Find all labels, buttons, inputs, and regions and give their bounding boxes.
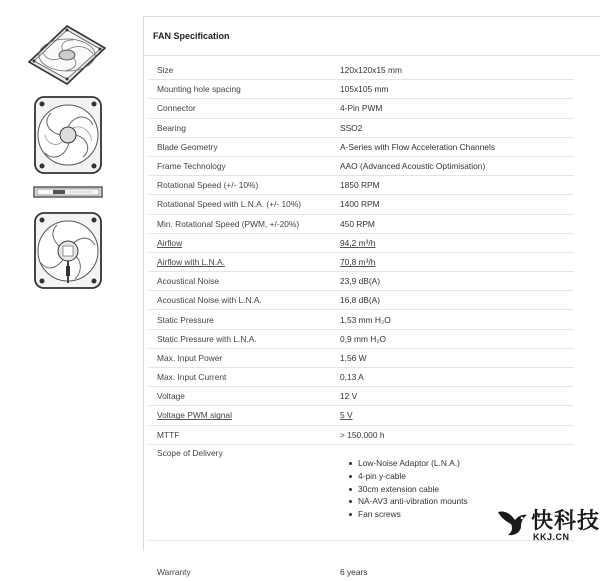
spec-key: Warranty [157,566,191,577]
table-row [149,99,574,118]
table-row [149,329,574,348]
spec-value: 0,9 mm H₂O [332,329,574,348]
spec-key: Acoustical Noise with L.N.A. [149,291,332,310]
spec-value: 16,8 dB(A) [332,291,574,310]
table-row [149,214,574,233]
spec-table-body [149,61,574,444]
spec-value: 1400 RPM [332,195,574,214]
thumbnail-fan-back[interactable] [33,211,103,290]
thumbnail-strip [0,0,140,550]
spec-key: Acoustical Noise [149,272,332,291]
spec-value: AAO (Advanced Acoustic Optimisation) [332,156,574,175]
spec-key: Blade Geometry [149,137,332,156]
list-item: 4-pin y-cable [352,470,574,483]
spec-key: Bearing [149,118,332,137]
table-row [149,348,574,367]
spec-value: > 150.000 h [332,425,574,444]
spec-key-link[interactable]: Voltage PWM signal [149,406,332,425]
spec-key: Min. Rotational Speed (PWM, +/-20%) [149,214,332,233]
thumbnail-fan-angled[interactable] [27,24,107,86]
spec-value: A-Series with Flow Acceleration Channels [332,137,574,156]
spec-key: Size [149,61,332,80]
spec-value: 23,9 dB(A) [332,272,574,291]
table-row [149,425,574,444]
spec-key: Max. Input Current [149,368,332,387]
spec-key: Voltage [149,387,332,406]
list-item: 30cm extension cable [352,483,574,496]
table-row [149,61,574,80]
spec-key: Static Pressure [149,310,332,329]
watermark-url: KKJ.CN [533,532,570,542]
spec-key: Connector [149,99,332,118]
table-row [149,252,574,271]
spec-key-link[interactable]: Airflow with L.N.A. [149,252,332,271]
spec-value: 70,8 m³/h [332,252,574,271]
table-row [149,387,574,406]
spec-key: Frame Technology [149,156,332,175]
thumbnail-fan-front[interactable] [33,95,103,175]
list-item: Low-Noise Adaptor (L.N.A.) [352,457,574,470]
spec-value: 1850 RPM [332,176,574,195]
spec-value: 1,53 mm H₂O [332,310,574,329]
table-row [149,406,574,425]
spec-value: SSO2 [332,118,574,137]
watermark-name: 快科技 [531,508,600,533]
spec-key-link[interactable]: Airflow [149,233,332,252]
table-row [149,291,574,310]
table-row [149,80,574,99]
spec-value: 450 RPM [332,214,574,233]
thumbnail-fan-side[interactable] [33,186,103,198]
spec-value: 120x120x15 mm [332,61,574,80]
table-row [149,368,574,387]
spec-value: 5 V [332,406,574,425]
list-item: Fan screws [352,508,574,521]
spec-value: 6 years [340,566,368,577]
table-row [149,310,574,329]
spec-value: 4-Pin PWM [332,99,574,118]
spec-value: 12 V [332,387,574,406]
fan-specification-panel [143,16,600,577]
table-row [149,137,574,156]
spec-key: Rotational Speed (+/- 10%) [149,176,332,195]
spec-value: 105x105 mm [332,80,574,99]
spec-key: MTTF [149,425,332,444]
spec-key: Scope of Delivery [149,444,332,540]
table-row [149,233,574,252]
list-item: NA-AV3 anti-vibration mounts [352,495,574,508]
spec-key: Mounting hole spacing [149,80,332,99]
spec-key: Static Pressure with L.N.A. [149,329,332,348]
spec-value: 1,56 W [332,348,574,367]
spec-key: Rotational Speed with L.N.A. (+/- 10%) [149,195,332,214]
table-row [149,156,574,175]
panel-title: FAN Specification [144,17,600,56]
table-row [149,118,574,137]
table-row [149,176,574,195]
table-row [149,195,574,214]
spec-key: Max. Input Power [149,348,332,367]
bird-logo-icon [495,504,529,538]
table-row [149,272,574,291]
watermark [495,500,599,550]
spec-value: 0,13 A [332,368,574,387]
spec-value: 94,2 m³/h [332,233,574,252]
